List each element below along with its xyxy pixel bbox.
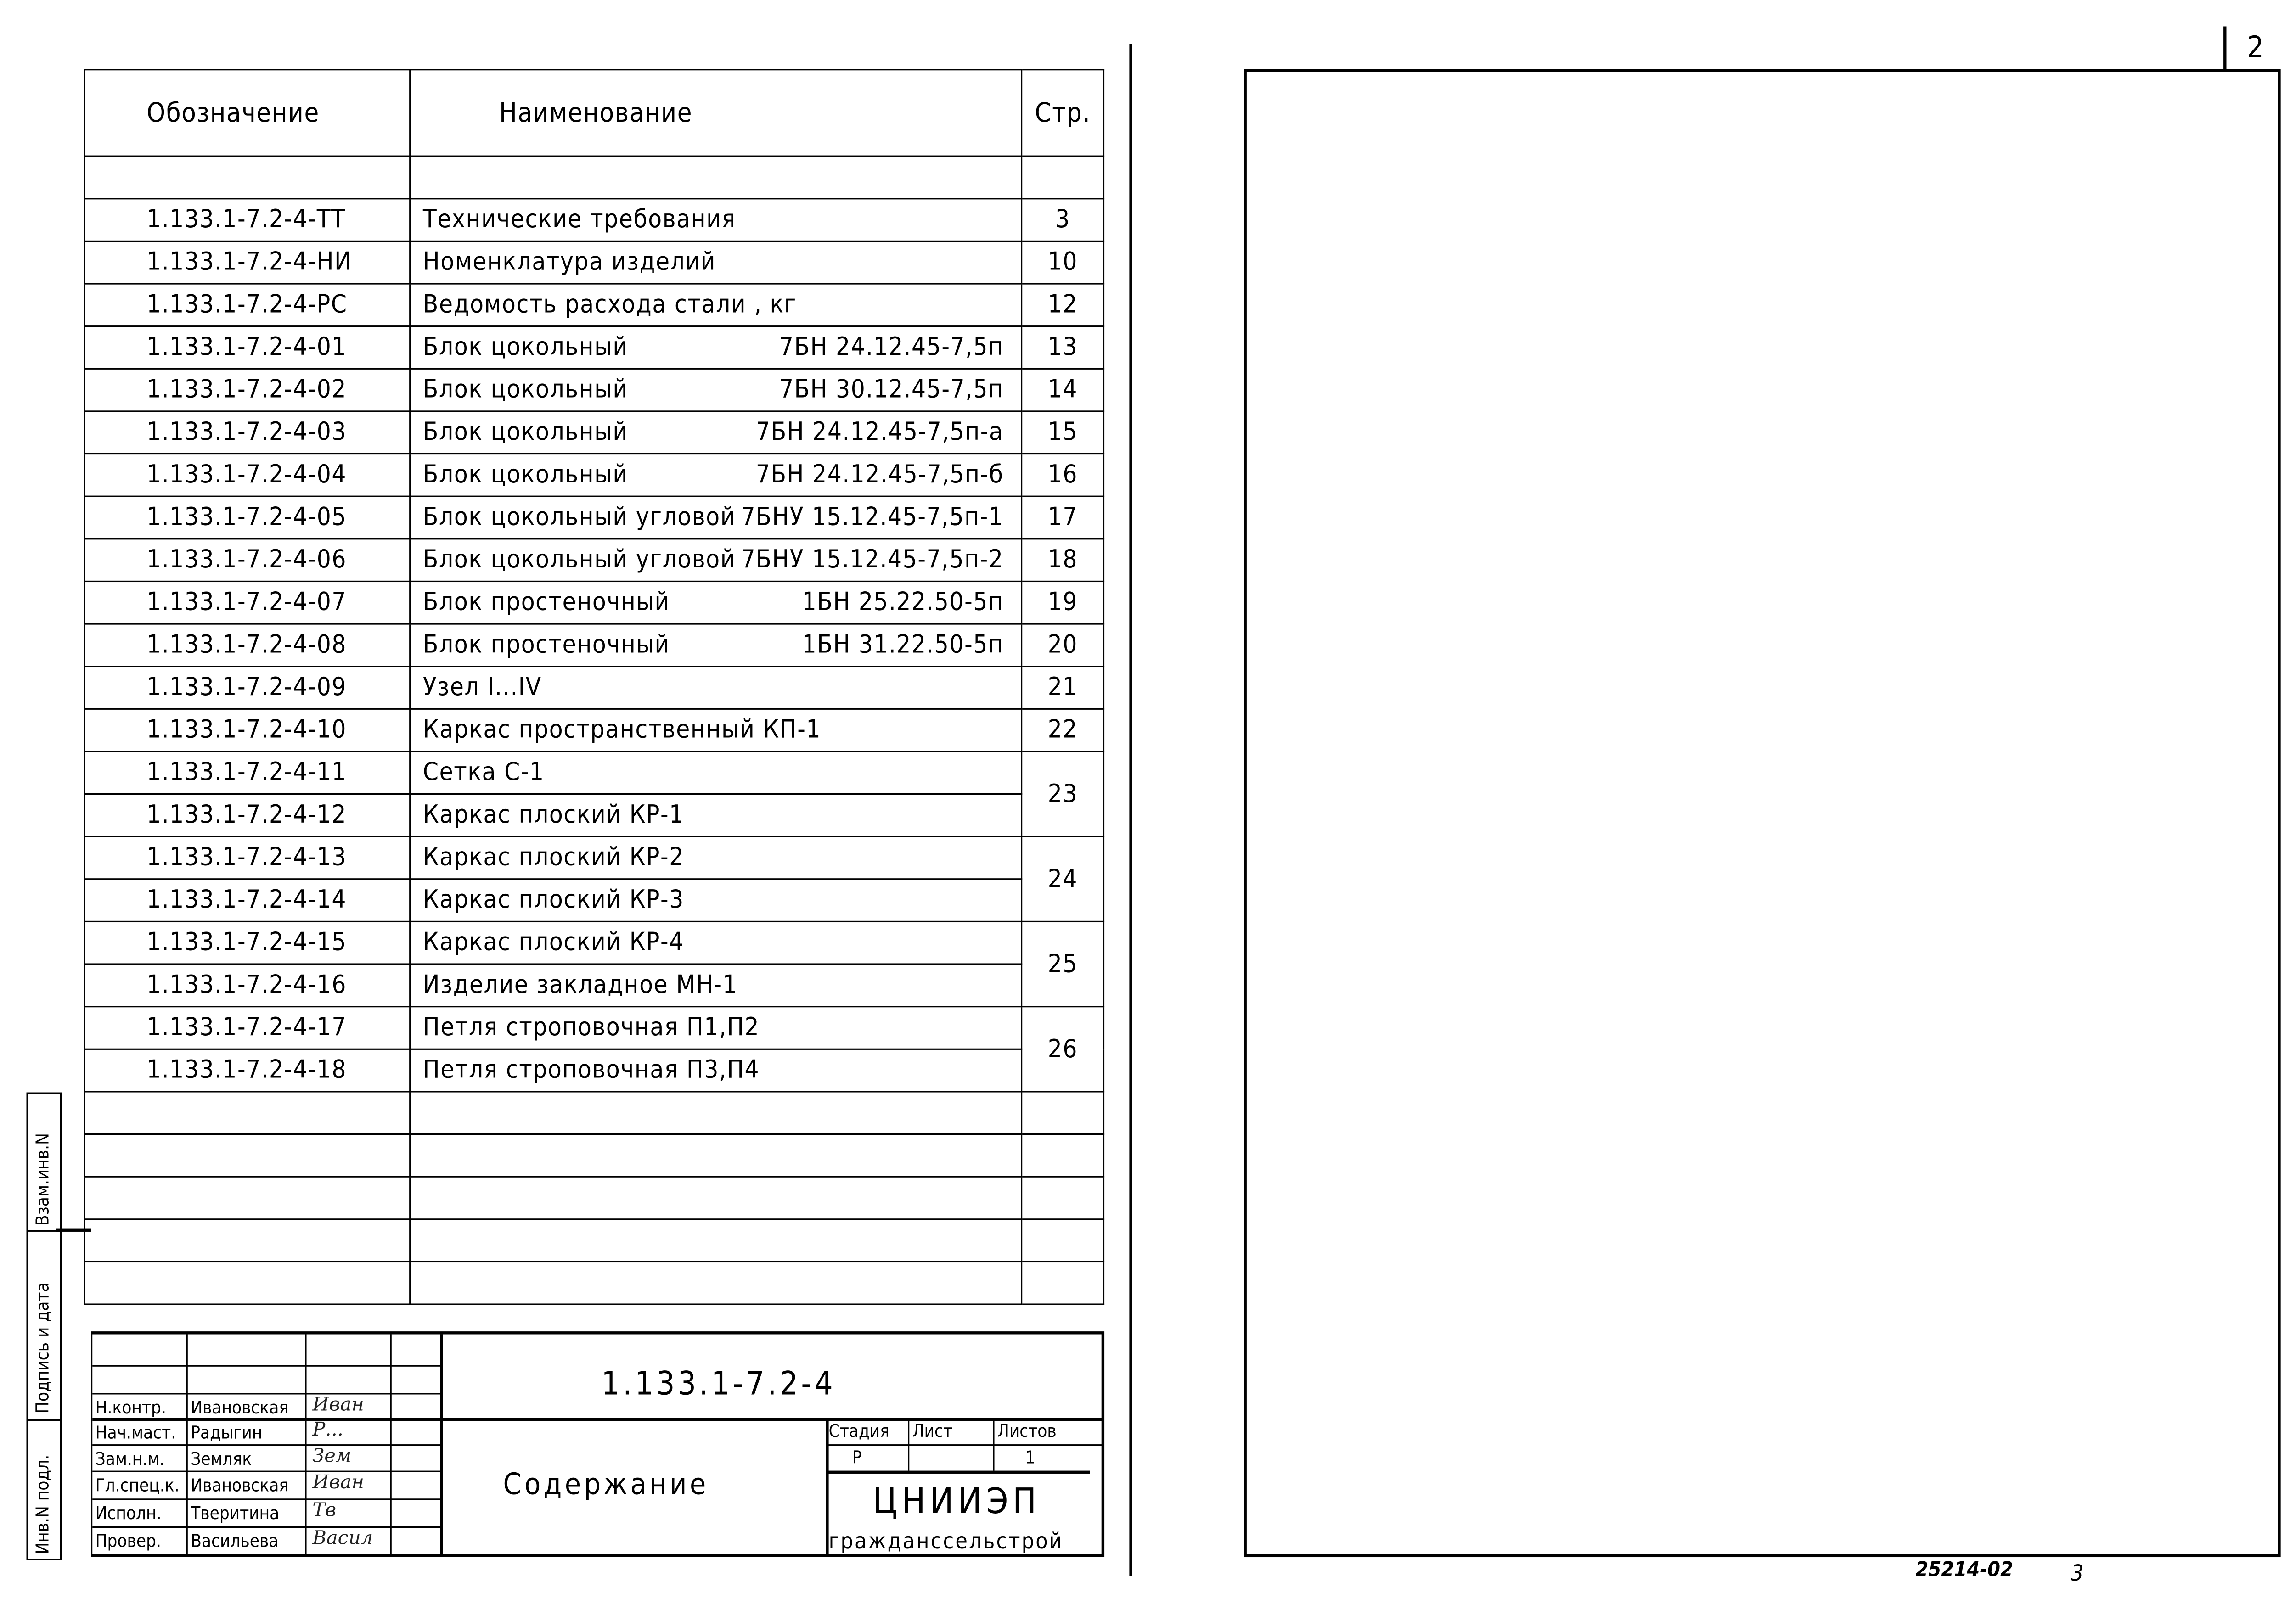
row-code: 1.133.1-7.2-4-08 <box>84 624 411 667</box>
document-code: 1.133.1-7.2-4 <box>601 1366 836 1403</box>
row-code: 1.133.1-7.2-4-06 <box>84 539 411 582</box>
row-code: 1.133.1-7.2-4-12 <box>84 794 411 837</box>
signer-role: Исполн. <box>95 1503 162 1524</box>
row-name-text: Изделие закладное МН-1 <box>422 970 738 1000</box>
row-code: 1.133.1-7.2-4-03 <box>84 411 411 454</box>
row-page: 17 <box>1022 496 1103 539</box>
row-code: 1.133.1-7.2-4-09 <box>84 667 411 709</box>
row-name <box>411 454 1022 497</box>
table-row <box>84 667 1104 709</box>
row-mark: 1БН 31.22.50-5п <box>802 630 1004 660</box>
row-page: 22 <box>1022 709 1103 752</box>
row-mark: 7БН 24.12.45-7,5п-б <box>755 460 1004 490</box>
row-page: 21 <box>1022 667 1103 709</box>
row-page: 24 <box>1022 836 1103 921</box>
row-name-text: Блок простеночный <box>422 588 670 617</box>
stage-value: Р <box>852 1447 862 1468</box>
row-name <box>411 581 1022 624</box>
row-name <box>411 964 1022 1007</box>
row-name-text: Блок простеночный <box>422 630 670 660</box>
row-code: 1.133.1-7.2-4-14 <box>84 879 411 922</box>
row-code: 1.133.1-7.2-4-02 <box>84 369 411 411</box>
table-row <box>84 326 1104 369</box>
row-name <box>411 284 1022 326</box>
row-code: 1.133.1-7.2-4-17 <box>84 1007 411 1049</box>
signer-name: Ивановская <box>191 1397 289 1418</box>
empty-row <box>84 156 1104 199</box>
signer-role: Зам.н.м. <box>95 1448 165 1470</box>
empty-row <box>84 1134 1104 1177</box>
page-number: 3 <box>2071 1560 2084 1587</box>
contents-table <box>84 69 1104 1305</box>
row-name <box>411 836 1022 879</box>
row-page: 10 <box>1022 241 1103 284</box>
signer-name: Земляк <box>191 1448 252 1470</box>
signer-name: Ивановская <box>191 1475 289 1496</box>
row-code: 1.133.1-7.2-4-15 <box>84 921 411 964</box>
table-row <box>84 624 1104 667</box>
row-name-text: Номенклатура изделий <box>422 247 716 277</box>
signature: Иван <box>312 1394 364 1417</box>
row-code: 1.133.1-7.2-4-01 <box>84 326 411 369</box>
header-page: Стр. <box>1022 70 1103 156</box>
table-row <box>84 1007 1104 1049</box>
row-mark: 7БНУ 15.12.45-7,5п-2 <box>741 545 1004 575</box>
signature: Васил <box>312 1528 373 1550</box>
row-mark: 7БН 24.12.45-7,5п-а <box>756 418 1004 448</box>
row-name-text: Ведомость расхода стали , кг <box>422 290 797 320</box>
row-name-text: Блок цокольный угловой <box>422 545 736 575</box>
row-page: 20 <box>1022 624 1103 667</box>
table-row <box>84 921 1104 964</box>
row-name-text: Блок цокольный <box>422 375 628 405</box>
row-name <box>411 624 1022 667</box>
table-row <box>84 836 1104 879</box>
document-title: Содержание <box>503 1466 709 1502</box>
right-sheet-frame <box>1244 69 2281 1557</box>
signer-role: Провер. <box>95 1531 161 1552</box>
side-stamp <box>26 1093 62 1560</box>
table-row <box>84 241 1104 284</box>
sheets-label: Листов <box>997 1420 1057 1442</box>
row-name <box>411 1007 1022 1049</box>
row-page: 18 <box>1022 539 1103 582</box>
row-code: 1.133.1-7.2-4-НИ <box>84 241 411 284</box>
row-name <box>411 326 1022 369</box>
signature: Тв <box>312 1500 337 1522</box>
row-name <box>411 496 1022 539</box>
row-name <box>411 667 1022 709</box>
row-code: 1.133.1-7.2-4-РС <box>84 284 411 326</box>
empty-row <box>84 1262 1104 1304</box>
table-row <box>84 964 1104 1007</box>
row-name-text: Сетка С-1 <box>422 758 545 788</box>
row-page: 23 <box>1022 752 1103 836</box>
signer-role: Нач.маст. <box>95 1422 176 1443</box>
row-name <box>411 879 1022 922</box>
row-code: 1.133.1-7.2-4-10 <box>84 709 411 752</box>
sheet-label: Лист <box>912 1420 953 1442</box>
row-name <box>411 794 1022 837</box>
signer-name: Тверитина <box>191 1503 280 1524</box>
archive-number: 25214-02 <box>1915 1559 2014 1582</box>
row-mark: 7БН 30.12.45-7,5п <box>779 375 1004 405</box>
row-name-text: Технические требования <box>422 205 736 235</box>
row-name-text: Блок цокольный <box>422 418 628 448</box>
stage-label: Стадия <box>828 1420 889 1442</box>
row-name-text: Каркас плоский КР-4 <box>422 928 684 958</box>
side-stamp-replace-inv: Взам.инв.N <box>32 1133 53 1226</box>
empty-row <box>84 1177 1104 1219</box>
table-row <box>84 1049 1104 1092</box>
empty-row <box>84 1219 1104 1262</box>
row-code: 1.133.1-7.2-4-05 <box>84 496 411 539</box>
row-name <box>411 241 1022 284</box>
organization-name: ЦНИИЭП <box>872 1481 1041 1522</box>
corner-sheet-number: 2 <box>2247 29 2264 65</box>
header-designation: Обозначение <box>84 70 411 156</box>
row-name-text: Блок цокольный угловой <box>422 503 736 533</box>
row-mark: 1БН 25.22.50-5п <box>802 588 1004 617</box>
table-row <box>84 709 1104 752</box>
table-row <box>84 284 1104 326</box>
row-name-text: Блок цокольный <box>422 333 628 362</box>
row-code: 1.133.1-7.2-4-11 <box>84 752 411 794</box>
side-stamp-inv-orig: Инв.N подл. <box>32 1454 53 1554</box>
row-name-text: Петля строповочная П3,П4 <box>422 1055 760 1085</box>
table-row <box>84 369 1104 411</box>
row-name <box>411 921 1022 964</box>
signer-role: Н.контр. <box>95 1397 166 1418</box>
row-page: 16 <box>1022 454 1103 497</box>
table-row <box>84 454 1104 497</box>
row-page: 26 <box>1022 1007 1103 1092</box>
row-name <box>411 709 1022 752</box>
row-page: 12 <box>1022 284 1103 326</box>
row-name-text: Узел I...IV <box>422 673 542 702</box>
sheets-value: 1 <box>1025 1447 1035 1468</box>
signer-role: Гл.спец.к. <box>95 1475 180 1496</box>
row-name <box>411 369 1022 411</box>
row-page: 25 <box>1022 921 1103 1006</box>
row-name <box>411 1049 1022 1092</box>
row-code: 1.133.1-7.2-4-13 <box>84 836 411 879</box>
row-name-text: Каркас плоский КР-1 <box>422 800 684 830</box>
row-name-text: Каркас плоский КР-2 <box>422 843 684 873</box>
row-name-text: Петля строповочная П1,П2 <box>422 1013 760 1043</box>
signature: Зем <box>312 1446 352 1468</box>
row-name <box>411 752 1022 794</box>
table-header <box>84 70 1104 156</box>
header-name: Наименование <box>411 70 1022 156</box>
row-name-text: Каркас пространственный КП-1 <box>422 715 822 745</box>
table-row <box>84 539 1104 582</box>
row-code: 1.133.1-7.2-4-04 <box>84 454 411 497</box>
signer-name: Радыгин <box>191 1422 263 1443</box>
signature: Р... <box>312 1419 343 1442</box>
table-row <box>84 199 1104 241</box>
row-name-text: Блок цокольный <box>422 460 628 490</box>
row-name <box>411 199 1022 241</box>
row-page: 14 <box>1022 369 1103 411</box>
table-row <box>84 879 1104 922</box>
row-page: 3 <box>1022 199 1103 241</box>
row-page: 19 <box>1022 581 1103 624</box>
side-stamp-sign-date: Подпись и дата <box>32 1282 53 1414</box>
organization-subname: гражданссельстрой <box>828 1528 1064 1554</box>
table-row <box>84 581 1104 624</box>
row-mark: 7БНУ 15.12.45-7,5п-1 <box>741 503 1004 533</box>
row-page: 13 <box>1022 326 1103 369</box>
table-row <box>84 752 1104 794</box>
table-row <box>84 496 1104 539</box>
row-page: 15 <box>1022 411 1103 454</box>
row-code: 1.133.1-7.2-4-18 <box>84 1049 411 1092</box>
table-row <box>84 411 1104 454</box>
empty-row <box>84 1092 1104 1134</box>
signer-name: Васильева <box>191 1531 279 1552</box>
table-row <box>84 794 1104 837</box>
row-mark: 7БН 24.12.45-7,5п <box>779 333 1004 362</box>
row-name-text: Каркас плоский КР-3 <box>422 886 684 915</box>
row-name <box>411 539 1022 582</box>
signature: Иван <box>312 1472 364 1494</box>
row-code: 1.133.1-7.2-4-ТТ <box>84 199 411 241</box>
row-name <box>411 411 1022 454</box>
title-block <box>91 1331 1104 1557</box>
row-code: 1.133.1-7.2-4-16 <box>84 964 411 1007</box>
row-code: 1.133.1-7.2-4-07 <box>84 581 411 624</box>
